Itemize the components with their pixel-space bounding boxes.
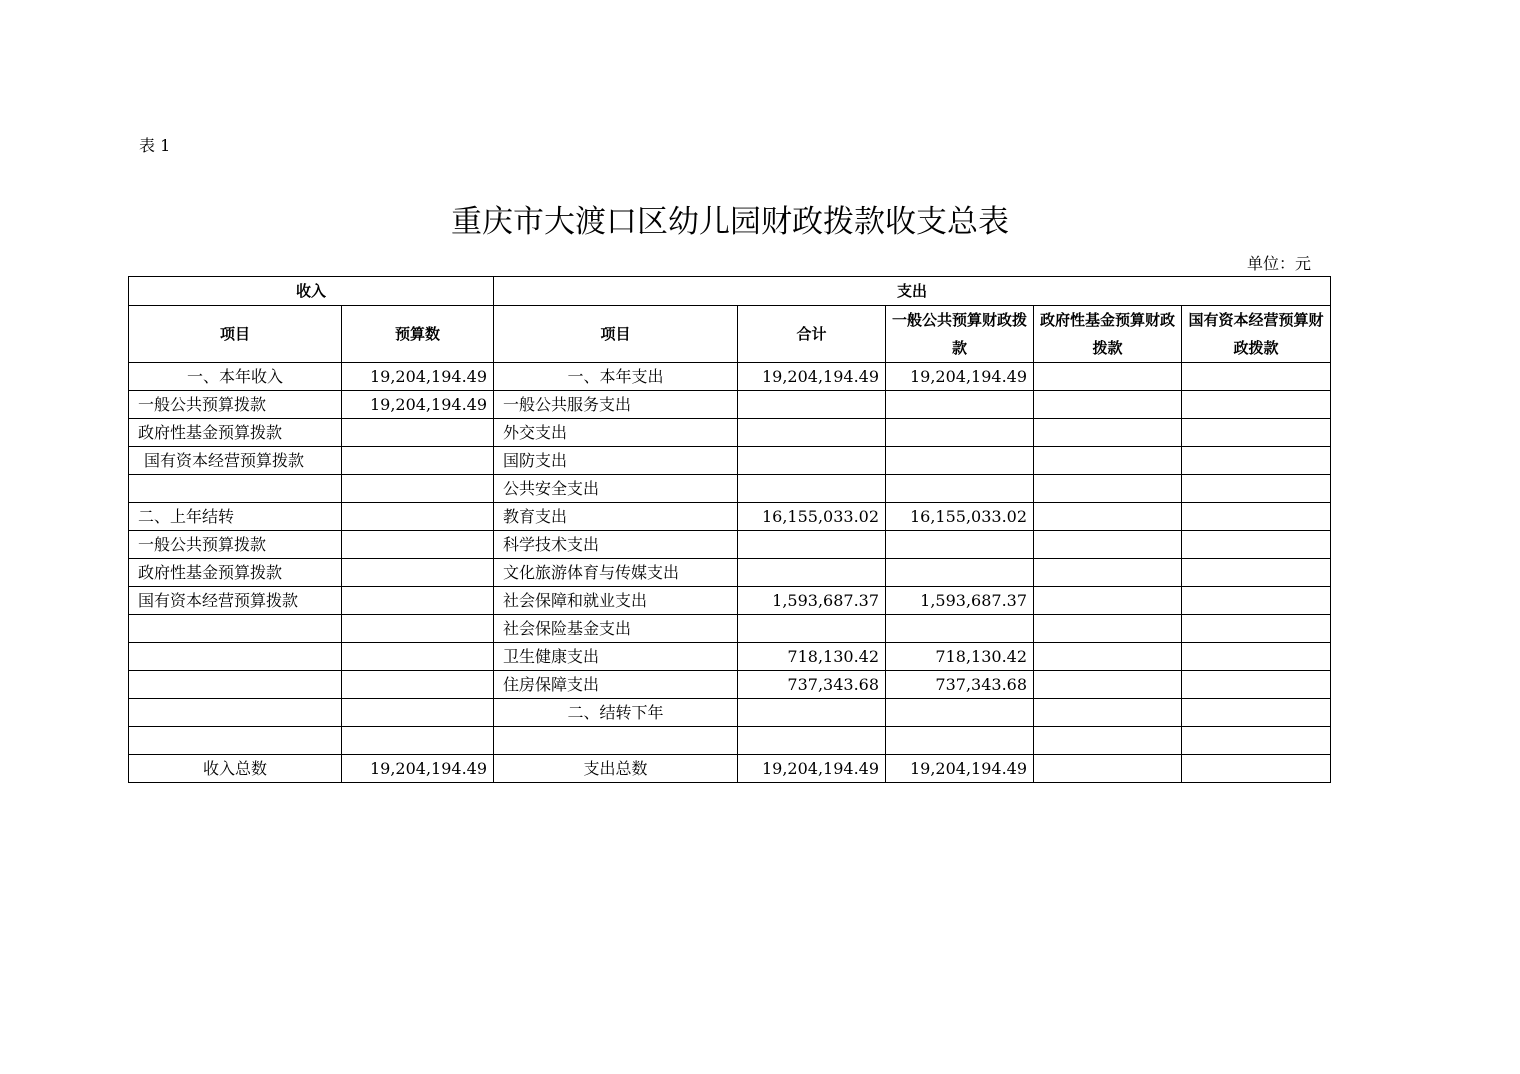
fund-budget-cell <box>1034 363 1182 391</box>
income-amount-cell <box>342 447 494 475</box>
table-row <box>129 699 1331 727</box>
state-capital-cell <box>1182 643 1331 671</box>
general-budget-cell: 19,204,194.49 <box>886 363 1034 391</box>
header-row-group <box>129 277 1331 306</box>
expense-item-cell: 科学技术支出 <box>494 531 738 559</box>
general-budget-cell <box>886 419 1034 447</box>
table-row <box>129 447 1331 475</box>
general-budget-cell <box>886 559 1034 587</box>
state-capital-cell <box>1182 531 1331 559</box>
state-capital-cell <box>1182 699 1331 727</box>
fund-budget-cell <box>1034 755 1182 783</box>
col-header-fund-budget: 政府性基金预算财政拨款 <box>1034 306 1182 363</box>
income-item-cell <box>129 643 342 671</box>
table-row <box>129 503 1331 531</box>
state-capital-cell <box>1182 391 1331 419</box>
income-amount-cell <box>342 671 494 699</box>
general-budget-cell <box>886 727 1034 755</box>
table-row <box>129 587 1331 615</box>
income-amount-cell <box>342 503 494 531</box>
fund-budget-cell <box>1034 475 1182 503</box>
expense-total-cell <box>738 475 886 503</box>
expense-item-cell <box>494 727 738 755</box>
income-item-cell <box>129 615 342 643</box>
table-row <box>129 559 1331 587</box>
fund-budget-cell <box>1034 503 1182 531</box>
income-item-cell: 国有资本经营预算拨款 <box>129 587 342 615</box>
table-row <box>129 475 1331 503</box>
general-budget-cell: 737,343.68 <box>886 671 1034 699</box>
income-amount-cell <box>342 615 494 643</box>
expense-item-cell: 文化旅游体育与传媒支出 <box>494 559 738 587</box>
income-amount-cell <box>342 587 494 615</box>
col-header-expense-item: 项目 <box>494 306 738 363</box>
income-amount-cell: 19,204,194.49 <box>342 391 494 419</box>
state-capital-cell <box>1182 755 1331 783</box>
income-item-cell: 一般公共预算拨款 <box>129 531 342 559</box>
expense-item-cell: 社会保险基金支出 <box>494 615 738 643</box>
state-capital-cell <box>1182 559 1331 587</box>
table-row <box>129 615 1331 643</box>
expense-item-cell: 二、结转下年 <box>494 699 738 727</box>
table-row <box>129 419 1331 447</box>
income-amount-cell <box>342 419 494 447</box>
document-title: 重庆市大渡口区幼儿园财政拨款收支总表 <box>451 204 1009 240</box>
col-header-total: 合计 <box>738 306 886 363</box>
general-budget-cell: 19,204,194.49 <box>886 755 1034 783</box>
income-item-cell <box>129 475 342 503</box>
table-row <box>129 755 1331 783</box>
unit-label: 单位：元 <box>1247 254 1312 273</box>
income-item-cell: 一般公共预算拨款 <box>129 391 342 419</box>
general-budget-cell: 718,130.42 <box>886 643 1034 671</box>
table-row <box>129 671 1331 699</box>
col-header-state-capital: 国有资本经营预算财政拨款 <box>1182 306 1331 363</box>
income-header: 收入 <box>129 277 494 306</box>
state-capital-cell <box>1182 503 1331 531</box>
income-item-cell: 收入总数 <box>129 755 342 783</box>
general-budget-cell <box>886 447 1034 475</box>
expense-item-cell: 一般公共服务支出 <box>494 391 738 419</box>
income-item-cell: 国有资本经营预算拨款 <box>129 447 342 475</box>
state-capital-cell <box>1182 419 1331 447</box>
income-item-cell: 政府性基金预算拨款 <box>129 419 342 447</box>
expense-total-cell <box>738 447 886 475</box>
expense-total-cell: 19,204,194.49 <box>738 755 886 783</box>
table-row <box>129 727 1331 755</box>
table-row <box>129 643 1331 671</box>
table-row <box>129 391 1331 419</box>
general-budget-cell <box>886 615 1034 643</box>
income-item-cell <box>129 699 342 727</box>
income-amount-cell <box>342 531 494 559</box>
fund-budget-cell <box>1034 447 1182 475</box>
state-capital-cell <box>1182 587 1331 615</box>
expense-header: 支出 <box>494 277 1331 306</box>
expense-total-cell: 718,130.42 <box>738 643 886 671</box>
expense-item-cell: 国防支出 <box>494 447 738 475</box>
general-budget-cell <box>886 391 1034 419</box>
expense-item-cell: 外交支出 <box>494 419 738 447</box>
fund-budget-cell <box>1034 643 1182 671</box>
fund-budget-cell <box>1034 587 1182 615</box>
col-header-budget: 预算数 <box>342 306 494 363</box>
general-budget-cell <box>886 475 1034 503</box>
general-budget-cell <box>886 531 1034 559</box>
expense-total-cell: 1,593,687.37 <box>738 587 886 615</box>
expense-total-cell: 19,204,194.49 <box>738 363 886 391</box>
income-item-cell: 一、本年收入 <box>129 363 342 391</box>
table-row <box>129 531 1331 559</box>
col-header-income-item: 项目 <box>129 306 342 363</box>
income-item-cell <box>129 671 342 699</box>
col-header-general-budget: 一般公共预算财政拨款 <box>886 306 1034 363</box>
income-amount-cell <box>342 559 494 587</box>
expense-total-cell: 737,343.68 <box>738 671 886 699</box>
fund-budget-cell <box>1034 699 1182 727</box>
fund-budget-cell <box>1034 671 1182 699</box>
expense-total-cell: 16,155,033.02 <box>738 503 886 531</box>
state-capital-cell <box>1182 727 1331 755</box>
expense-item-cell: 住房保障支出 <box>494 671 738 699</box>
expense-total-cell <box>738 559 886 587</box>
state-capital-cell <box>1182 475 1331 503</box>
expense-total-cell <box>738 615 886 643</box>
expense-item-cell: 教育支出 <box>494 503 738 531</box>
table-row <box>129 363 1331 391</box>
income-amount-cell: 19,204,194.49 <box>342 363 494 391</box>
fund-budget-cell <box>1034 615 1182 643</box>
income-item-cell: 政府性基金预算拨款 <box>129 559 342 587</box>
income-amount-cell <box>342 475 494 503</box>
fund-budget-cell <box>1034 559 1182 587</box>
income-amount-cell: 19,204,194.49 <box>342 755 494 783</box>
income-amount-cell <box>342 643 494 671</box>
state-capital-cell <box>1182 671 1331 699</box>
general-budget-cell <box>886 699 1034 727</box>
income-item-cell: 二、上年结转 <box>129 503 342 531</box>
general-budget-cell: 1,593,687.37 <box>886 587 1034 615</box>
budget-table <box>128 276 1331 783</box>
expense-item-cell: 社会保障和就业支出 <box>494 587 738 615</box>
expense-total-cell <box>738 727 886 755</box>
income-amount-cell <box>342 699 494 727</box>
expense-item-cell: 卫生健康支出 <box>494 643 738 671</box>
fund-budget-cell <box>1034 531 1182 559</box>
expense-total-cell <box>738 699 886 727</box>
fund-budget-cell <box>1034 727 1182 755</box>
table-body <box>129 363 1331 783</box>
income-amount-cell <box>342 727 494 755</box>
state-capital-cell <box>1182 447 1331 475</box>
income-item-cell <box>129 727 342 755</box>
state-capital-cell <box>1182 363 1331 391</box>
state-capital-cell <box>1182 615 1331 643</box>
expense-item-cell: 一、本年支出 <box>494 363 738 391</box>
table-number: 表 1 <box>139 136 171 155</box>
general-budget-cell: 16,155,033.02 <box>886 503 1034 531</box>
expense-item-cell: 公共安全支出 <box>494 475 738 503</box>
expense-total-cell <box>738 391 886 419</box>
expense-item-cell: 支出总数 <box>494 755 738 783</box>
expense-total-cell <box>738 419 886 447</box>
fund-budget-cell <box>1034 391 1182 419</box>
header-row-columns <box>129 306 1331 363</box>
fund-budget-cell <box>1034 419 1182 447</box>
expense-total-cell <box>738 531 886 559</box>
